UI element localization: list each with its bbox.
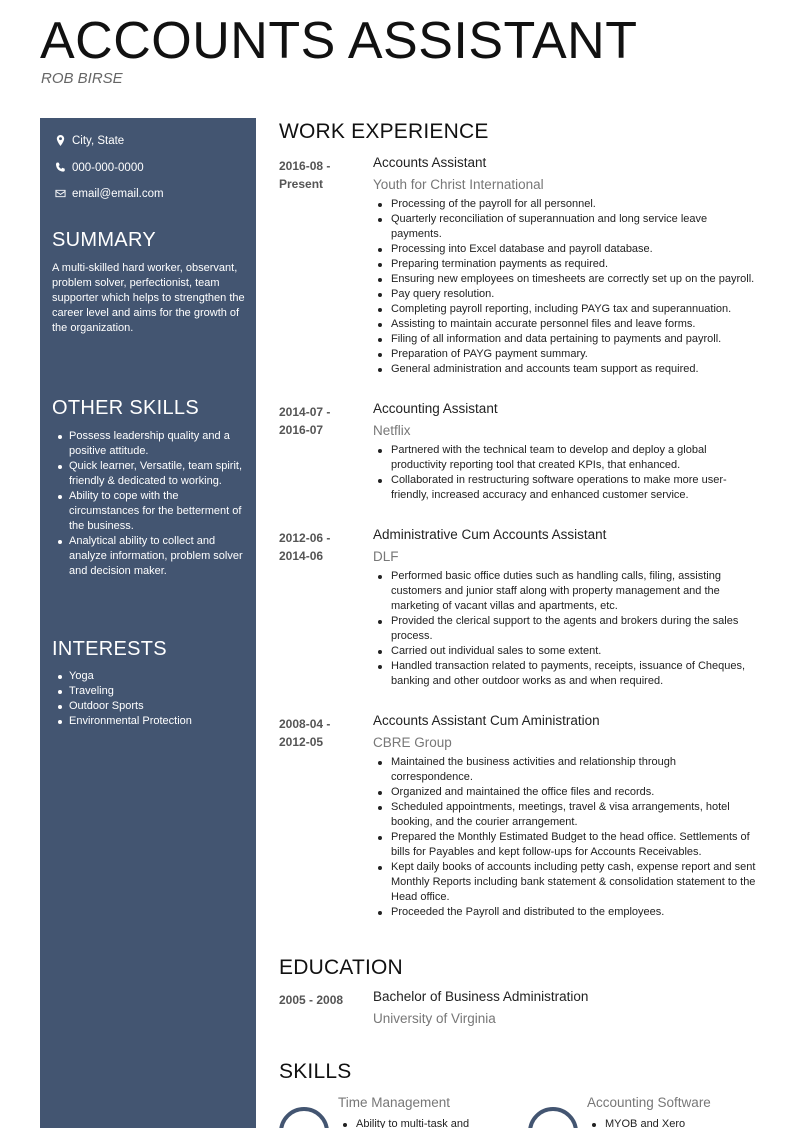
- job-date-start: 2008-04 -: [279, 717, 331, 731]
- job-dates: [279, 529, 359, 565]
- phone-text: 000-000-0000: [72, 161, 144, 174]
- list-item: Proceeded the Payroll and distributed to the employees.: [373, 905, 759, 920]
- skill-bullets: [587, 1117, 757, 1128]
- job-date-start: 2016-08 -: [279, 159, 331, 173]
- list-item: Filing of all information and data pertaining to payments and payroll.: [373, 332, 759, 347]
- list-item: Partnered with the technical team to develop and deploy a global productivity reporting tool that created KPIs, that enhanced.: [373, 443, 759, 473]
- list-item: Outdoor Sports: [52, 699, 250, 714]
- job-date-end: 2012-05: [279, 735, 324, 749]
- skill-bullets: [338, 1117, 508, 1128]
- list-item: Quarterly reconciliation of superannuation and long service leave payments.: [373, 212, 759, 242]
- list-item: Kept daily books of accounts including petty cash, expense report and sent Monthly Reports including bank statement & consolidation statement to the Head office.: [373, 860, 759, 905]
- job-dates: [279, 157, 359, 193]
- job-title: Accounts Assistant: [373, 155, 487, 170]
- list-item: Processing into Excel database and payroll database.: [373, 242, 759, 257]
- contact-email: [54, 187, 164, 200]
- job-date-end: Present: [279, 177, 324, 191]
- summary-text: A multi-skilled hard worker, observant, problem solver, perfectionist, team supporter which helps to strengthen the career level and aims for the growth of the organization.: [52, 262, 245, 334]
- list-item: Completing payroll reporting, including PAYG tax and superannuation.: [373, 302, 759, 317]
- job-date-start: 2012-06 -: [279, 531, 331, 545]
- list-item: Processing of the payroll for all personnel.: [373, 197, 759, 212]
- skills-heading: SKILLS: [279, 1060, 352, 1083]
- contact-location: [54, 134, 124, 147]
- list-item: Performed basic office duties such as handling calls, filing, assisting customers and junior staff along with property management and the marketing of vacant villas and apartments, etc.: [373, 569, 759, 614]
- list-item: Preparing termination payments as required.: [373, 257, 759, 272]
- list-item: Pay query resolution.: [373, 287, 759, 302]
- list-item: General administration and accounts team support as required.: [373, 362, 759, 377]
- list-item: Environmental Protection: [52, 714, 250, 729]
- list-item: Collaborated in restructuring software operations to make more user-friendly, increased accuracy and enhanced customer service.: [373, 473, 759, 503]
- job-bullets: [373, 755, 759, 920]
- skill-ring: [279, 1107, 329, 1128]
- list-item: Quick learner, Versatile, team spirit, friendly & dedicated to working.: [52, 459, 250, 489]
- job-date-end: 2014-06: [279, 549, 324, 563]
- list-item: Carried out individual sales to some extent.: [373, 644, 759, 659]
- job-title: Accounts Assistant Cum Aministration: [373, 713, 600, 728]
- list-item: Yoga: [52, 669, 250, 684]
- list-item: Ability to multi-task and: [338, 1117, 508, 1128]
- job-date-end: 2016-07: [279, 423, 324, 437]
- list-item: Preparation of PAYG payment summary.: [373, 347, 759, 362]
- job-title: Accounting Assistant: [373, 401, 498, 416]
- list-item: Handled transaction related to payments, receipts, issuance of Cheques, banking and other outdoor works as and when required.: [373, 659, 759, 689]
- job-bullets: [373, 443, 759, 503]
- other-skills-heading: OTHER SKILLS: [52, 397, 199, 419]
- school: University of Virginia: [373, 1011, 496, 1026]
- job-dates: [279, 403, 359, 439]
- envelope-icon: [54, 187, 67, 200]
- skill-name: Accounting Software: [587, 1095, 711, 1110]
- list-item: Organized and maintained the office files and records.: [373, 785, 759, 800]
- interests-list: [52, 669, 250, 729]
- job-bullets: [373, 569, 759, 689]
- sidebar: [40, 118, 256, 1128]
- job-organization: CBRE Group: [373, 735, 452, 750]
- job-organization: Netflix: [373, 423, 411, 438]
- location-text: City, State: [72, 134, 125, 147]
- list-item: Maintained the business activities and relationship through correspondence.: [373, 755, 759, 785]
- list-item: MYOB and Xero: [587, 1117, 757, 1128]
- interests-heading: INTERESTS: [52, 638, 167, 660]
- list-item: Traveling: [52, 684, 250, 699]
- list-item: Analytical ability to collect and analyze information, problem solver and decision maker.: [52, 534, 250, 579]
- candidate-name: ROB BIRSE: [41, 70, 123, 87]
- job-bullets: [373, 197, 759, 377]
- list-item: Ensuring new employees on timesheets are correctly set up on the payroll.: [373, 272, 759, 287]
- education-heading: EDUCATION: [279, 956, 403, 979]
- summary-heading: SUMMARY: [52, 229, 156, 251]
- work-experience-heading: WORK EXPERIENCE: [279, 120, 489, 143]
- job-dates: [279, 715, 359, 751]
- job-organization: DLF: [373, 549, 399, 564]
- list-item: Assisting to maintain accurate personnel files and leave forms.: [373, 317, 759, 332]
- skill-name: Time Management: [338, 1095, 451, 1110]
- email-text: email@email.com: [72, 187, 164, 200]
- list-item: Scheduled appointments, meetings, travel & visa arrangements, hotel booking, and the courier arrangement.: [373, 800, 759, 830]
- list-item: Possess leadership quality and a positive attitude.: [52, 429, 250, 459]
- list-item: Provided the clerical support to the agents and brokers during the sales process.: [373, 614, 759, 644]
- phone-icon: [54, 161, 67, 174]
- contact-phone: [54, 161, 144, 174]
- location-pin-icon: [54, 134, 67, 147]
- degree: Bachelor of Business Administration: [373, 989, 589, 1004]
- job-date-start: 2014-07 -: [279, 405, 331, 419]
- other-skills-list: [52, 429, 250, 579]
- list-item: Ability to cope with the circumstances for the betterment of the business.: [52, 489, 250, 534]
- job-title: Administrative Cum Accounts Assistant: [373, 527, 607, 542]
- skill-ring: [528, 1107, 578, 1128]
- job-organization: Youth for Christ International: [373, 177, 544, 192]
- list-item: Prepared the Monthly Estimated Budget to the head office. Settlements of bills for Payables and kept follow-ups for Accounts Receivables.: [373, 830, 759, 860]
- education-dates: 2005 - 2008: [279, 993, 344, 1007]
- resume-title: ACCOUNTS ASSISTANT: [40, 12, 638, 70]
